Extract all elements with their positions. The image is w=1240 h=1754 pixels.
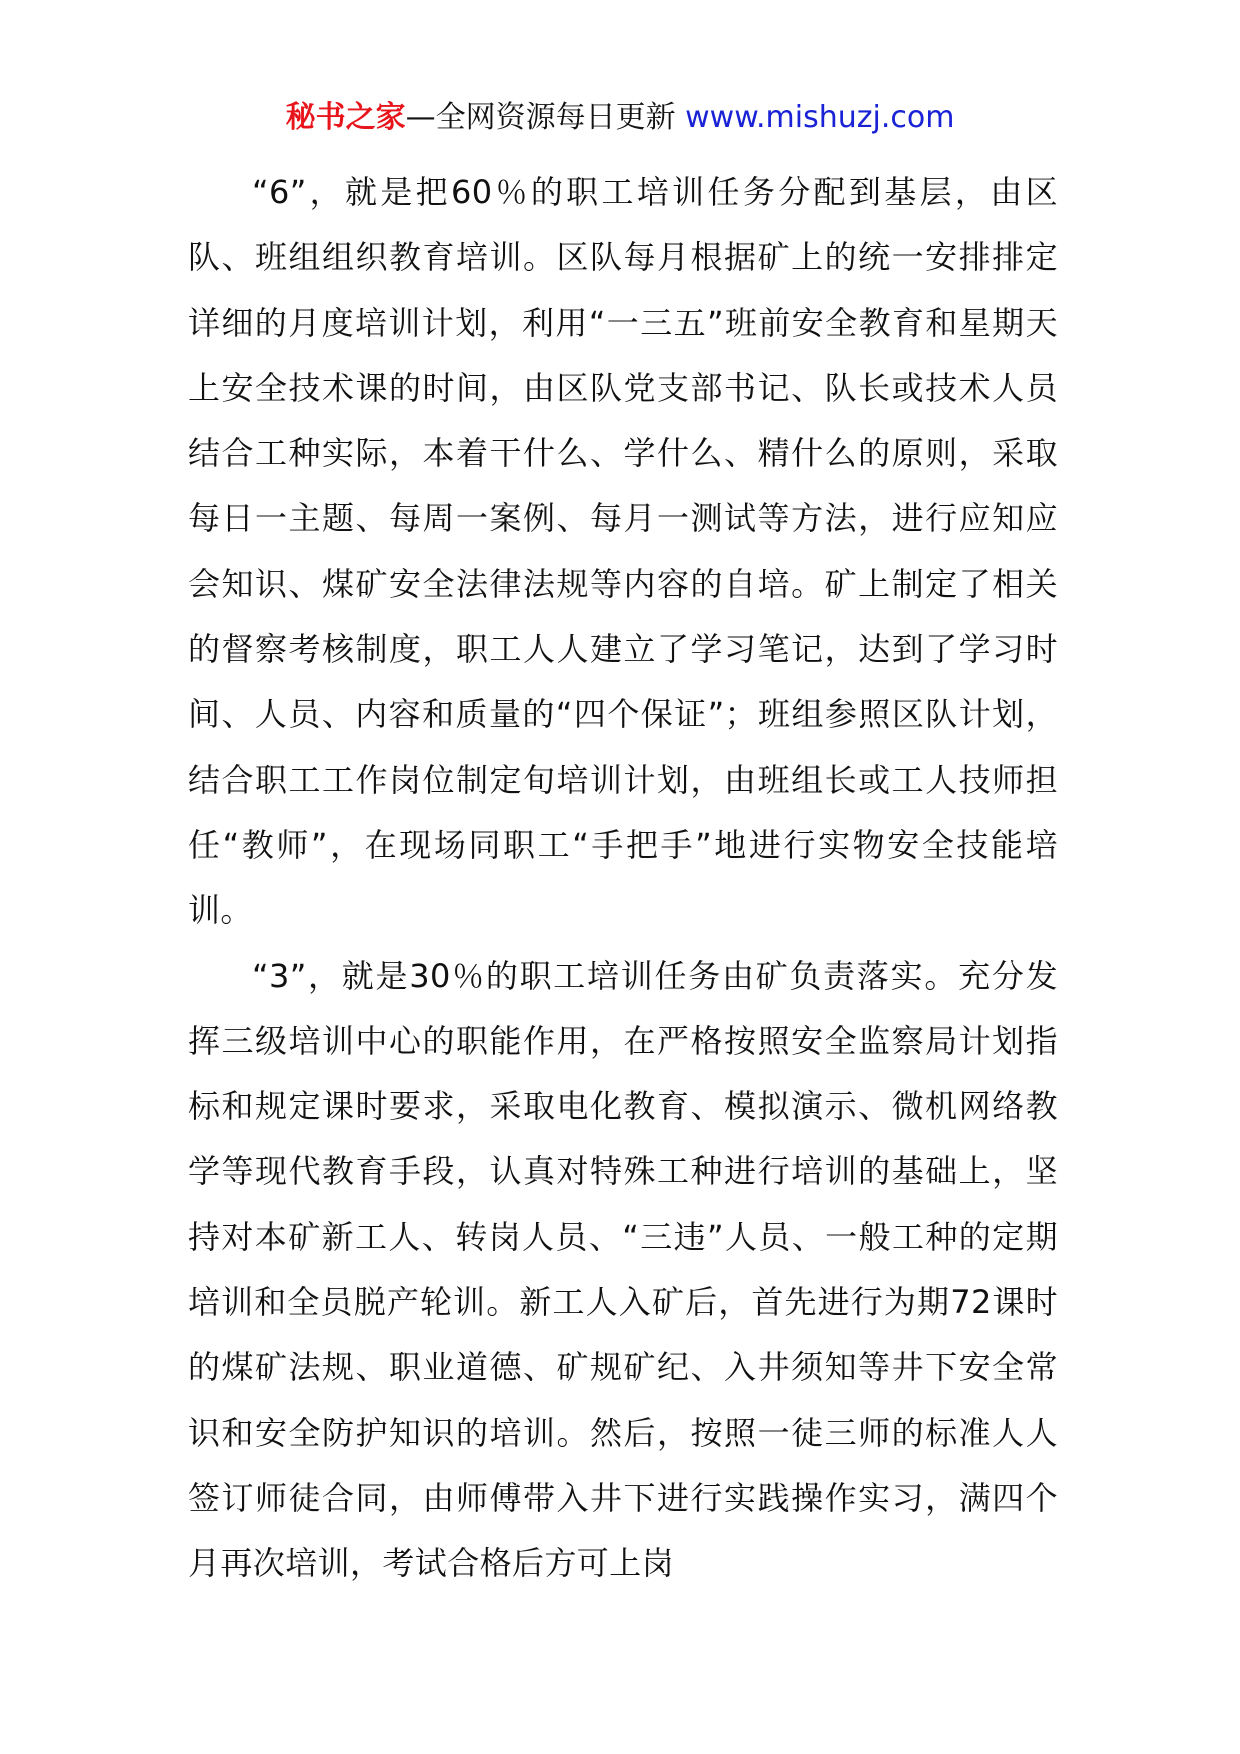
site-tagline: —全网资源每日更新 (405, 100, 676, 135)
paragraph-3-ratio: “3”，就是30％的职工培训任务由矿负责落实。充分发挥三级培训中心的职能作用，在严格按照安全监察局计划指标和规定课时要求，采取电化教育、模拟演示、微机网络教学等现代教育手段，认真对特殊工种进行培训的基础上，坚持对本矿新工人、转岗人员、“三违”人员、一般工种的定期培训和全员脱产轮训。新工人入矿后，首先进行为期72课时的煤矿法规、职业道德、矿规矿纪、入井须知等井下安全常识和安全防护知识的培训。然后，按照一徒三师的标准人人签订师徒合同，由师傅带入井下进行实践操作实习，满四个月再次培训，考试合格后方可上岗 (188, 956, 1058, 1583)
document-body (188, 160, 1058, 1597)
paragraph-6-ratio: “6”，就是把60％的职工培训任务分配到基层，由区队、班组组织教育培训。区队每月根据矿上的统一安排排定详细的月度培训计划，利用“一三五”班前安全教育和星期天上安全技术课的时间，由区队党支部书记、队长或技术人员结合工种实际，本着干什么、学什么、精什么的原则，采取每日一主题、每周一案例、每月一测试等方法，进行应知应会知识、煤矿安全法律法规等内容的自培。矿上制定了相关的督察考核制度，职工人人建立了学习笔记，达到了学习时间、人员、内容和质量的“四个保证”；班组参照区队计划，结合职工工作岗位制定旬培训计划，由班组长或工人技师担任“教师”，在现场同职工“手把手”地进行实物安全技能培训。 (188, 173, 1058, 930)
site-url-link[interactable]: www.mishuzj.com (685, 100, 955, 135)
page-header (0, 98, 1240, 138)
site-brand: 秘书之家 (285, 100, 406, 135)
